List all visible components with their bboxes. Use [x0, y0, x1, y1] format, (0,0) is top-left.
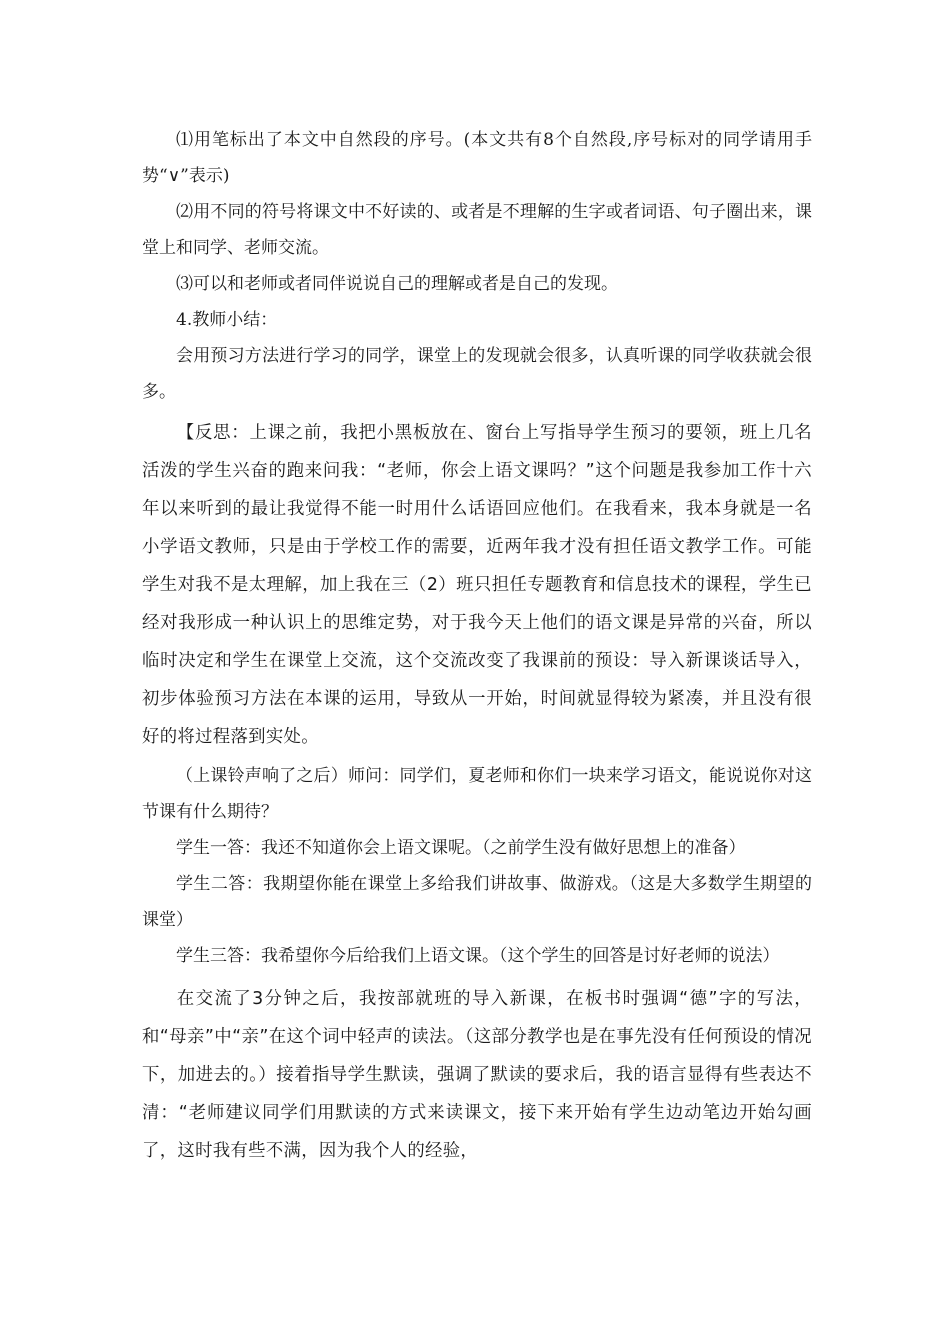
reflection-block [142, 414, 812, 756]
paragraph-step-2: ⑵用不同的符号将课文中不好读的、或者是不理解的生字或者词语、句子圈出来，课堂上和同学、老师交流。 [142, 202, 812, 258]
document-body [142, 122, 812, 1170]
paragraph-step-3: ⑶可以和老师或者同伴说说自己的理解或者是自己的发现。 [176, 274, 618, 294]
dialogue-block [142, 758, 812, 974]
paragraph-step-1: ⑴用笔标出了本文中自然段的序号。(本文共有8个自然段,序号标对的同学请用手势“∨”表示) [142, 130, 812, 186]
paragraph-teacher-summary: 会用预习方法进行学习的同学，课堂上的发现就会很多，认真听课的同学收获就会很多。 [142, 346, 812, 402]
closing-block [142, 980, 812, 1170]
paragraph-teacher-summary-heading: 4.教师小结： [176, 310, 278, 330]
dialogue-student-1: 学生一答：我还不知道你会上语文课呢。（之前学生没有做好思想上的准备） [176, 838, 746, 858]
reflection-paragraph: 【反思：上课之前，我把小黑板放在、窗台上写指导学生预习的要领，班上几名活泼的学生兴奋的跑来问我：“老师，你会上语文课吗？”这个问题是我参加工作十六年以来听到的最让我觉得不能一时用什么话语回应他们。在我看来，我本身就是一名小学语文教师，只是由于学校工作的需要，近两年我才没有担任语文教学工作。可能学生对我不是太理解，加上我在三（2）班只担任专题教育和信息技术的课程，学生已经对我形成一种认识上的思维定势，对于我今天上他们的语文课是异常的兴奋，所以临时决定和学生在课堂上交流，这个交流改变了我课前的预设：导入新课谈话导入，初步体验预习方法在本课的运用，导致从一开始，时间就显得较为紧凑，并且没有很好的将过程落到实处。 [142, 423, 812, 747]
dialogue-student-3: 学生三答：我希望你今后给我们上语文课。（这个学生的回答是讨好老师的说法） [176, 946, 780, 966]
closing-paragraph: 在交流了3分钟之后，我按部就班的导入新课，在板书时强调“德”字的写法，和“母亲”中“亲”在这个词中轻声的读法。（这部分教学也是在事先没有任何预设的情况下，加进去的。）接着指导学生默读，强调了默读的要求后，我的语言显得有些表达不清：“老师建议同学们用默读的方式来读课文，接下来开始有学生边动笔边开始勾画了，这时我有些不满，因为我个人的经验， [142, 989, 812, 1161]
dialogue-teacher-question: （上课铃声响了之后）师问：同学们，夏老师和你们一块来学习语文，能说说你对这节课有什么期待？ [142, 766, 812, 822]
dialogue-student-2: 学生二答：我期望你能在课堂上多给我们讲故事、做游戏。（这是大多数学生期望的课堂） [142, 874, 812, 930]
